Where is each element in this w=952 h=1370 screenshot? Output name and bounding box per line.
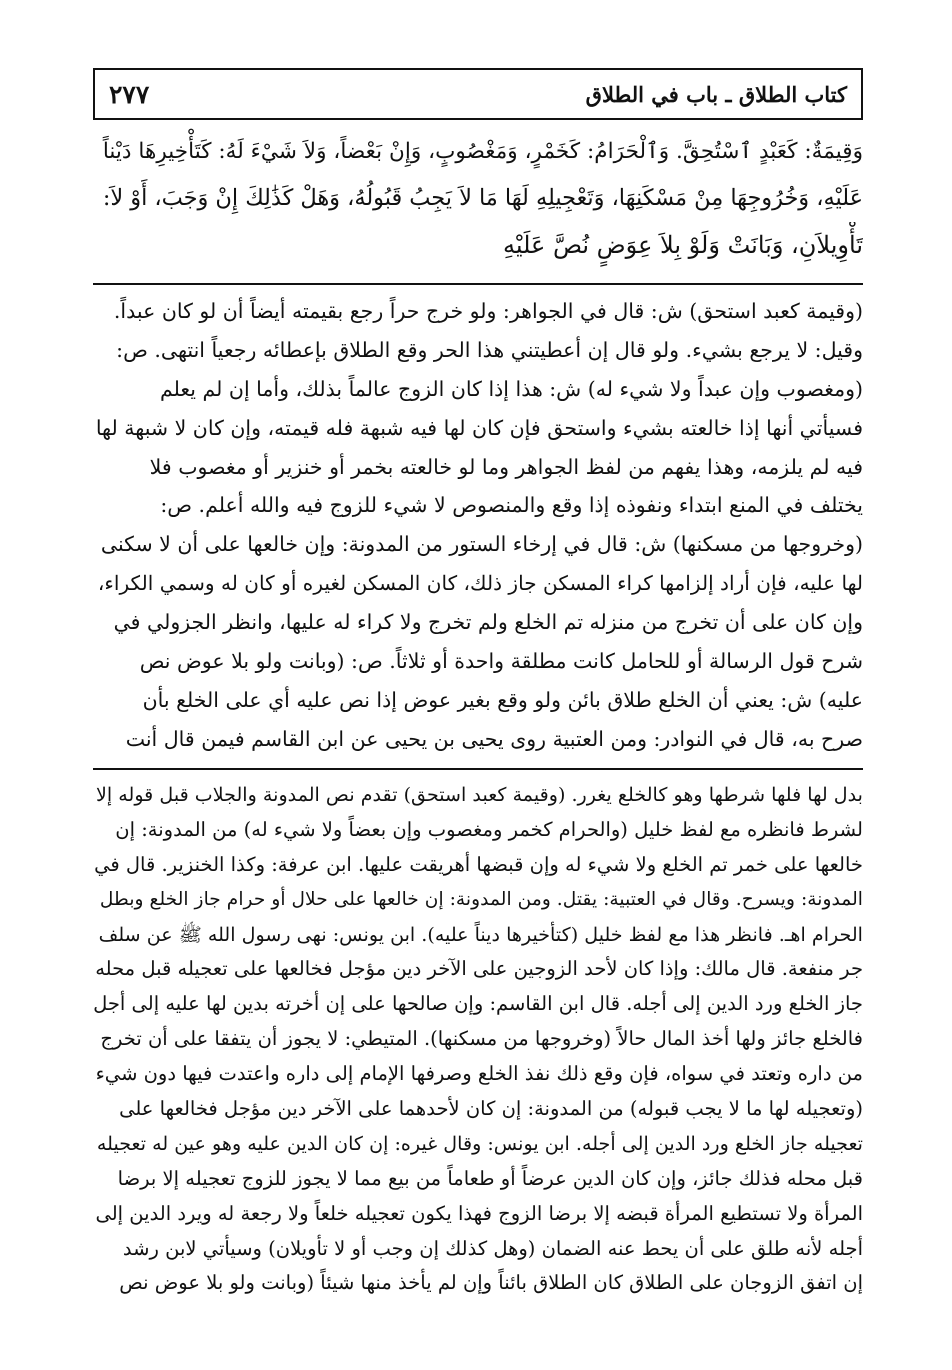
commentary-line: وقيل: لا يرجع بشيء. ولو قال إن أعطيتني هذا الحر وقع الطلاق بإعطائه رجعياً انتهى. ص: <box>116 337 863 362</box>
matn-line: وَقِيمَةٌ: كَعَبْدٍ ٱسْتُحِقَّ. وَٱلْحَرَامُ: كَخَمْرٍ، وَمَغْصُوبٍ، وَإِنْ بَعْضاً، وَلاَ شَيْءَ لَهُ: كَتَأْخِيرِهَا دَيْناً <box>102 139 863 164</box>
matn-line: تَأْوِيلاَنِ، وَبَانَتْ وَلَوْ بِلاَ عِوَضٍ نُصَّ عَلَيْهِ <box>502 231 863 259</box>
footnote-line: الحرام اهـ. فانظر هذا مع لفظ خليل (كتأخيرها ديناً عليه). ابن يونس: نهى رسول الله ﷺ عن سلف <box>98 922 863 946</box>
matn-text <box>93 128 863 269</box>
footnote-line: جاز الخلع ورد الدين إلى أجله. قال ابن القاسم: وإن صالحها على إن أخرته بدين لها عليه إلى أجل <box>93 992 863 1016</box>
commentary-line: يختلف في المنع ابتداء ونفوذه إذا وقع والمنصوص لا شيء للزوج فيه والله أعلم. ص: <box>160 493 863 518</box>
footnote-line: لشرط فانظره مع لفظ خليل (والحرام كخمر ومغصوب وإن بعضاً ولا شيء له) من المدونة: إن <box>115 817 863 841</box>
commentary-line: عليه) ش: يعني أن الخلع طلاق بائن ولو وقع بغير عوض إذا نص عليه أي على الخلع بأن <box>142 687 863 712</box>
commentary-line: (وخروجها من مسكنها) ش: قال في إرخاء الستور من المدونة: وإن خالعها على أن لا سكنى <box>100 532 863 557</box>
page-header <box>93 68 863 120</box>
footnote-line: بدل لها فلها شرطها وهو كالخلع يغرر. (وقيمة كعبد استحق) تقدم نص المدونة والجلاب قبل قوله إلا <box>96 783 863 806</box>
commentary-line: لها عليه، فإن أراد إلزامها كراء المسكن جاز ذلك، كان المسكن لغيره أو كان له وسمي الكراء، <box>97 571 863 596</box>
footnote-text <box>93 778 863 1301</box>
footnote-line: (وتعجيله لها ما لا يجب قبوله) من المدونة: إن كان لأحدهما على الآخر دين مؤجل فخالعها على <box>119 1097 863 1121</box>
commentary-line: وإن كان على أن تخرج من منزله تم الخلع ولم تخرج ولا كراء له عليها، وانظر الجزولي في <box>113 610 863 635</box>
commentary-line: فيه لم يلزمه، وهذا يفهم من لفظ الجواهر وما لو خالعته بخمر أو خنزير أو مغصوب فلا <box>149 454 863 479</box>
footnote-line: جر منفعة. قال مالك: وإذا كان لأحد الزوجين على الآخر دين مؤجل فخالعها على تعجيله قبل محله <box>95 957 863 981</box>
footnote-line: تعجيله جاز الخلع ورد الدين إلى أجله. ابن يونس: وقال غيره: إن كان الدين عليه وهو عين له تعجيله <box>96 1131 863 1155</box>
page-number: ٢٧٧ <box>109 79 150 109</box>
divider-rule <box>93 768 863 770</box>
commentary-line: فسيأتي أنها إذا خالعته بشيء واستحق فإن كان لها فيه شبهة فله قيمته، وإن كان لا شبهة لها <box>95 415 863 440</box>
footnote-line: خالعها على خمر تم الخلع ولا شيء له وإن قبضها أهريقت عليها. ابن عرفة: وكذا الخنزير. قال في <box>94 852 863 876</box>
divider-rule <box>93 283 863 285</box>
footnote-line: قبل محله فذلك جائز، وإن كان الدين عرضاً أو طعاماً من بيع مما لا يجوز للزوج تعجيله إلا برضا <box>117 1166 863 1190</box>
commentary-line: (ومغصوب وإن عبداً ولا شيء له) ش: هذا إذا كان الزوج عالماً بذلك، وأما إن لم يعلم <box>159 376 863 401</box>
footnote-line: فالخلع جائز ولها أخذ المال حالاً (وخروجها من مسكنها). المتيطي: لا يجوز أن يتفقا على أن تخرج <box>100 1027 863 1051</box>
footnote-line: أجله لأنه طلق على أن يحط عنه الضمان (وهل كذلك إن وجب أو لا تأويلان) وسيأتي لابن رشد <box>122 1236 863 1260</box>
footnote-line: المدونة: ويسرح. وقال في العتبية: يقتل. ومن المدونة: إن خالعها على حلال أو حرام جاز الخلع وبطل <box>99 888 863 910</box>
footnote-line: من داره وتعتد في سواه، فإن وقع ذلك نفذ الخلع وصرفها الإمام إلى داره واعتدت فيها دون شيء <box>95 1062 863 1086</box>
footnote-line: إن اتفق الزوجان على الطلاق كان الطلاق بائناً وإن لم يأخذ منها شيئاً (وبانت ولو بلا عوض نص <box>119 1271 863 1295</box>
chapter-title: كتاب الطلاق ـ باب في الطلاق <box>585 81 847 107</box>
commentary-line: شرح قول الرسالة أو للحامل كانت مطلقة واحدة أو ثلاثاً. ص: (وبانت ولو بلا عوض نص <box>139 649 863 674</box>
footnote-line: المرأة ولا تستطيع المرأة قبضه إلا برضا الزوج فهذا يكون تعجيله خلعاً ولا رجعة له ويرد الدين إلى <box>95 1201 863 1225</box>
commentary-text <box>93 292 863 759</box>
commentary-line: صرح به، قال في النوادر: ومن العتبية روى يحيى بن يحيى عن ابن القاسم فيمن قال أنت <box>125 726 863 751</box>
matn-line: عَلَيْهِ، وَخُرُوجِهَا مِنْ مَسْكَنِهَا، وَتَعْجِيلِهِ لَهَا مَا لاَ يَجِبُ قَبُولُهُ، وَهَلْ كَذَٰلِكَ إِنْ وَجَبَ، أَوْ لاَ: <box>102 185 863 211</box>
commentary-line: (وقيمة كعبد استحق) ش: قال في الجواهر: ولو خرج حراً رجع بقيمته أيضاً أن لو كان عبداً. <box>113 299 863 323</box>
